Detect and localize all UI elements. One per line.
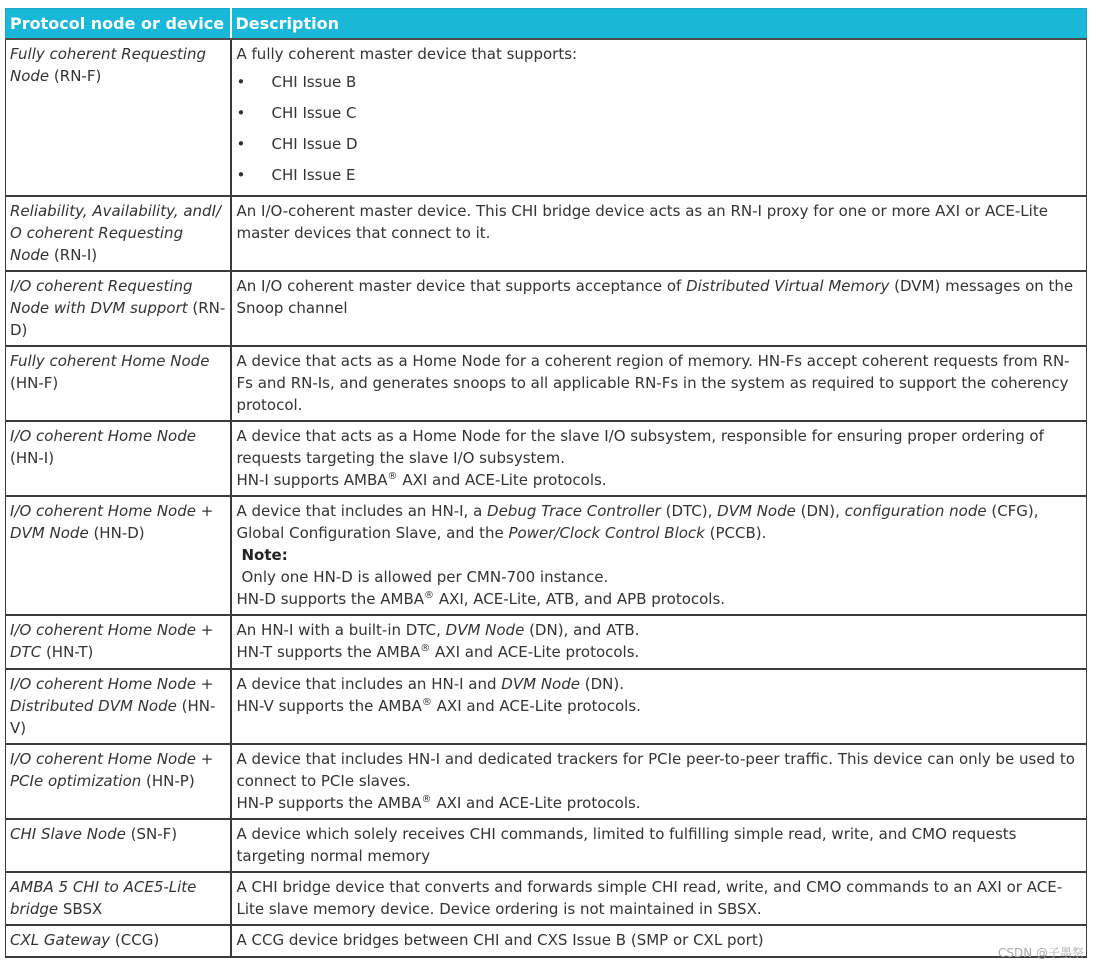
- header-description: Description: [231, 9, 1087, 40]
- table-row: [6, 271, 1087, 346]
- table-row: [6, 744, 1087, 819]
- node-name: CXL Gateway: [10, 931, 111, 949]
- support-text: HN-V supports the AMBA: [236, 697, 422, 715]
- note-title: Note:: [241, 546, 288, 564]
- support-text: HN-I supports AMBA: [236, 471, 388, 489]
- note-body: Only one HN-D is allowed per CMN-700 instance.: [241, 568, 609, 586]
- registered-mark: ®: [421, 697, 432, 708]
- bullet-icon: •: [236, 166, 246, 184]
- node-name: CHI Slave Node: [10, 825, 126, 843]
- node-name: I/O coherent Home Node: [10, 427, 196, 445]
- description-cell: [231, 669, 1087, 744]
- list-item: [237, 160, 1083, 191]
- table-header-row: [6, 9, 1087, 40]
- support-text: HN-T supports the AMBA: [236, 643, 421, 661]
- node-abbrev: (HN-V): [10, 697, 216, 737]
- description-cell: [231, 819, 1087, 872]
- protocol-support-line: [237, 695, 1083, 717]
- list-item-text: CHI Issue D: [271, 135, 358, 153]
- node-abbrev: (HN-T): [41, 643, 94, 661]
- node-name-cell: [6, 744, 231, 819]
- table-row: [6, 872, 1087, 925]
- description-text: (DVM) messages on the Snoop channel: [236, 277, 1074, 317]
- text-segment: (DN), and ATB.: [524, 621, 640, 639]
- description-cell: [231, 39, 1087, 196]
- description-cell: [231, 496, 1087, 615]
- node-abbrev: (RN-D): [10, 299, 226, 339]
- header-protocol-node: Protocol node or device: [6, 9, 231, 40]
- node-name: Fully coherent Requesting Node: [10, 45, 207, 85]
- description-term: configuration node: [844, 502, 987, 520]
- table-row: [6, 819, 1087, 872]
- description-cell: [231, 925, 1087, 957]
- description-cell: [231, 346, 1087, 421]
- node-name: I/O coherent Home Node + DVM Node: [10, 502, 214, 542]
- protocol-support-line: [237, 641, 1083, 663]
- csdn-watermark: CSDN @子墨祭: [997, 946, 1084, 960]
- description-text: [237, 619, 1083, 641]
- node-abbrev: (RN-F): [49, 67, 102, 85]
- node-name-cell: [6, 271, 231, 346]
- description-text: A CHI bridge device that converts and forwards simple CHI read, write, and CMO commands to an AXI or ACE-Lite slave memory device. Device ordering is not maintained in SBSX.: [236, 878, 1063, 918]
- chi-issue-list: [237, 67, 1083, 191]
- node-name-cell: [6, 421, 231, 496]
- text-segment: A device that includes an HN-I, a: [236, 502, 488, 520]
- description-text: An I/O coherent master device that supports acceptance of: [236, 277, 687, 295]
- table-row: [6, 196, 1087, 271]
- node-abbrev: (HN-F): [10, 374, 59, 392]
- description-term: Distributed Virtual Memory: [686, 277, 890, 295]
- node-name-cell: [6, 39, 231, 196]
- bullet-icon: •: [236, 135, 246, 153]
- description-term: DVM Node: [717, 502, 796, 520]
- list-item-text: CHI Issue C: [271, 104, 357, 122]
- node-name: AMBA 5 CHI to ACE5-Lite bridge: [10, 878, 197, 918]
- registered-mark: ®: [420, 643, 431, 654]
- table-row: [6, 615, 1087, 669]
- node-name: Fully coherent Home Node: [10, 352, 210, 370]
- description-cell: [231, 872, 1087, 925]
- support-text: AXI and ACE-Lite protocols.: [430, 643, 640, 661]
- list-item: [237, 67, 1083, 98]
- description-text: A fully coherent master device that supports:: [236, 45, 578, 63]
- description-term: Debug Trace Controller: [487, 502, 661, 520]
- node-name-cell: [6, 819, 231, 872]
- node-name: Reliability, Availability, andI/ O coherent Requesting Node: [10, 202, 222, 264]
- registered-mark: ®: [421, 794, 432, 805]
- node-abbrev: (HN-I): [10, 449, 55, 467]
- description-text: A device that acts as a Home Node for the slave I/O subsystem, responsible for ensuring proper ordering of requests targeting the slave I/O subsystem.: [236, 427, 1044, 467]
- bullet-icon: •: [236, 73, 246, 91]
- support-text: AXI and ACE-Lite protocols.: [431, 794, 641, 812]
- node-abbrev: (SN-F): [125, 825, 178, 843]
- protocol-support-line: [237, 469, 1083, 491]
- table-row: [6, 669, 1087, 744]
- node-abbrev: (HN-P): [141, 772, 195, 790]
- text-segment: An HN-I with a built-in DTC,: [236, 621, 446, 639]
- description-cell: [231, 421, 1087, 496]
- node-name-cell: [6, 925, 231, 957]
- description-text: An I/O-coherent master device. This CHI bridge device acts as an RN-I proxy for one or more AXI or ACE-Lite master devices that connect to it.: [236, 202, 1048, 242]
- node-name-cell: [6, 346, 231, 421]
- description-cell: [231, 271, 1087, 346]
- registered-mark: ®: [387, 471, 398, 482]
- node-name-cell: [6, 196, 231, 271]
- node-name: I/O coherent Home Node + DTC: [10, 621, 214, 661]
- description-text: A device which solely receives CHI commands, limited to fulfilling simple read, write, and CMO requests targeting normal memory: [236, 825, 1017, 865]
- node-abbrev: (HN-D): [88, 524, 145, 542]
- description-text: [237, 673, 1083, 695]
- bullet-icon: •: [236, 104, 246, 122]
- node-abbrev: SBSX: [58, 900, 103, 918]
- support-text: HN-P supports the AMBA: [236, 794, 422, 812]
- description-term: DVM Node: [445, 621, 525, 639]
- description-cell: [231, 615, 1087, 669]
- text-segment: (CFG), Global Configuration Slave, and the: [236, 502, 1039, 542]
- support-text: AXI, ACE-Lite, ATB, and APB protocols.: [434, 590, 726, 608]
- node-name-cell: [6, 669, 231, 744]
- table-row: [6, 39, 1087, 196]
- protocol-support-line: [237, 588, 1083, 610]
- node-abbrev: (RN-I): [49, 246, 98, 264]
- text-segment: (DTC),: [660, 502, 718, 520]
- table-row: [6, 925, 1087, 957]
- description-cell: [231, 196, 1087, 271]
- list-item-text: CHI Issue B: [271, 73, 357, 91]
- list-item: [237, 98, 1083, 129]
- support-text: AXI and ACE-Lite protocols.: [397, 471, 607, 489]
- text-segment: (PCCB).: [704, 524, 767, 542]
- support-text: HN-D supports the AMBA: [236, 590, 425, 608]
- description-text: A device that acts as a Home Node for a coherent region of memory. HN-Fs accept coherent requests from RN-Fs and RN-Is, and generates snoops to all applicable RN-Fs in the system as required to support the coherency protocol.: [236, 352, 1070, 414]
- table-row: [6, 346, 1087, 421]
- text-segment: (DN),: [795, 502, 845, 520]
- table-row: [6, 421, 1087, 496]
- registered-mark: ®: [424, 590, 435, 601]
- node-abbrev: (CCG): [110, 931, 160, 949]
- support-text: AXI and ACE-Lite protocols.: [431, 697, 641, 715]
- node-name-cell: [6, 615, 231, 669]
- list-item: [237, 129, 1083, 160]
- description-cell: [231, 744, 1087, 819]
- protocol-support-line: [237, 792, 1083, 814]
- description-text: [237, 500, 1083, 544]
- protocol-node-table: [5, 8, 1087, 958]
- list-item-text: CHI Issue E: [271, 166, 356, 184]
- description-text: A device that includes HN-I and dedicated trackers for PCIe peer-to-peer traffic. This device can only be used to connect to PCIe slaves.: [236, 750, 1075, 790]
- node-name-cell: [6, 496, 231, 615]
- node-name: I/O coherent Home Node + Distributed DVM Node: [10, 675, 214, 715]
- description-term: DVM Node: [501, 675, 580, 693]
- text-segment: A device that includes an HN-I and: [236, 675, 502, 693]
- text-segment: (DN).: [579, 675, 624, 693]
- table-row: [6, 496, 1087, 615]
- node-name: I/O coherent Home Node + PCIe optimization: [10, 750, 214, 790]
- node-name: I/O coherent Requesting Node with DVM support: [10, 277, 193, 317]
- description-text: A CCG device bridges between CHI and CXS Issue B (SMP or CXL port): [236, 931, 764, 949]
- description-term: Power/Clock Control Block: [508, 524, 705, 542]
- node-name-cell: [6, 872, 231, 925]
